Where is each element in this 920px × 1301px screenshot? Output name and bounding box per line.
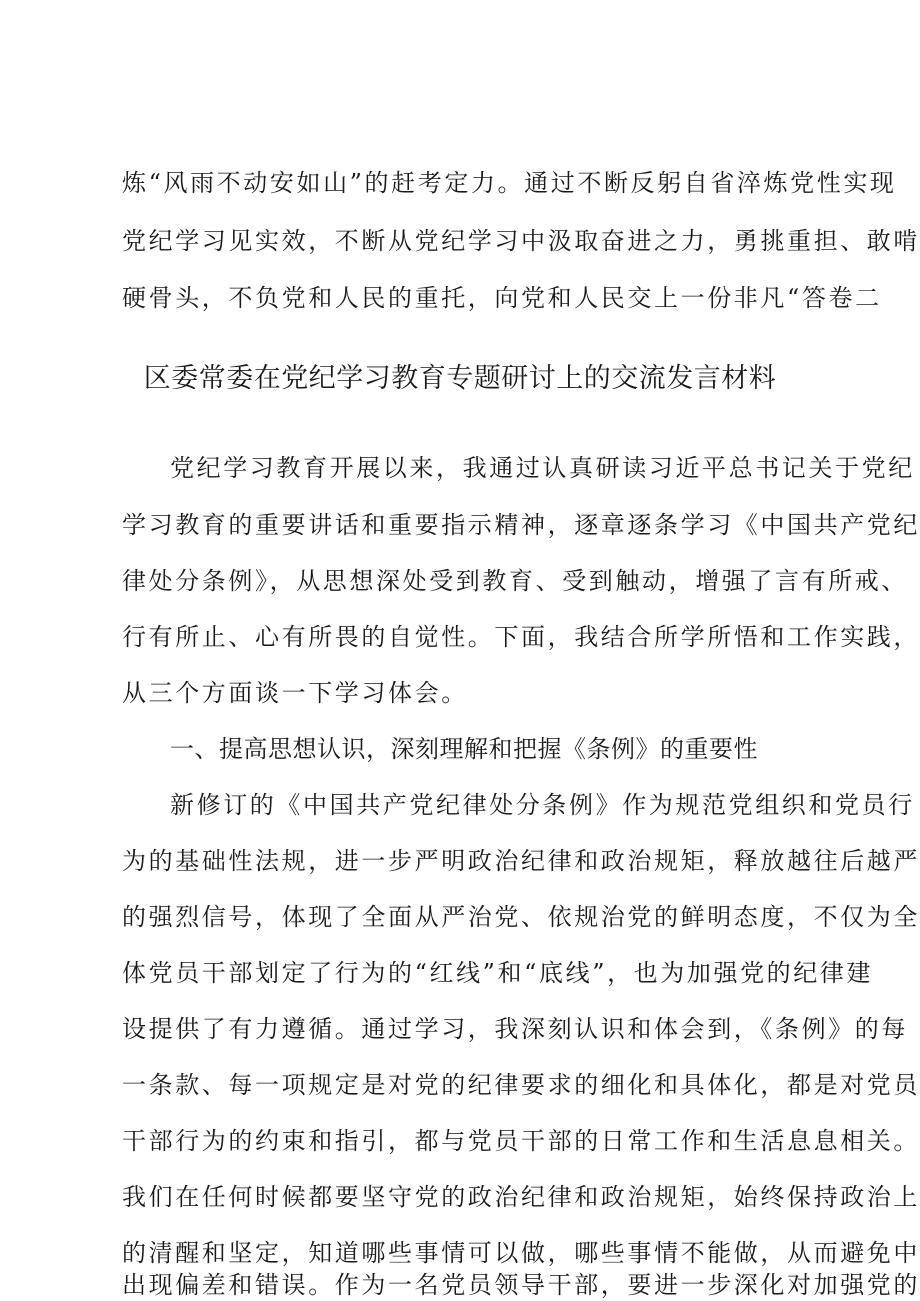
section-one-line-7: 干部行为的约束和指引，都与党员干部的日常工作和生活息息相关。 xyxy=(122,1127,920,1155)
section-one-line-1: 新修订的《中国共产党纪律处分条例》作为规范党组织和党员行 xyxy=(170,791,915,819)
top-paragraph-line-3: 硬骨头，不负党和人民的重托，向党和人民交上一份非凡“答卷二 xyxy=(122,284,882,312)
intro-paragraph-line-2: 学习教育的重要讲话和重要指示精神，逐章逐条学习《中国共产党纪 xyxy=(122,511,920,539)
section-one-line-3: 的强烈信号，体现了全面从严治党、依规治党的鲜明态度，不仅为全 xyxy=(122,903,920,931)
top-paragraph-line-1: 炼“风雨不动安如山”的赶考定力。通过不断反躬自省淬炼党性实现 xyxy=(122,169,897,197)
document-title: 区委常委在党纪学习教育专题研讨上的交流发言材料 xyxy=(143,363,777,394)
section-one-line-2: 为的基础性法规，进一步严明政治纪律和政治规矩，释放越往后越严 xyxy=(122,847,920,875)
section-one-line-6: 一条款、每一项规定是对党的纪律要求的细化和具体化，都是对党员 xyxy=(122,1071,920,1099)
section-one-heading: 一、提高思想认识，深刻理解和把握《条例》的重要性 xyxy=(170,735,758,763)
section-one-line-5: 设提供了有力遵循。通过学习，我深刻认识和体会到，《条例》的每 xyxy=(122,1015,908,1043)
section-one-line-8: 我们在任何时候都要坚守党的政治纪律和政治规矩，始终保持政治上 xyxy=(122,1183,920,1211)
top-paragraph-line-2: 党纪学习见实效，不断从党纪学习中汲取奋进之力，勇挑重担、敢啃 xyxy=(122,227,920,255)
intro-paragraph-line-5: 从三个方面谈一下学习体会。 xyxy=(122,679,468,707)
section-one-line-9: 的清醒和坚定，知道哪些事情可以做，哪些事情不能做，从而避免中 xyxy=(122,1239,920,1267)
intro-paragraph-line-3: 律处分条例》，从思想深处受到教育、受到触动，增强了言有所戒、 xyxy=(122,567,908,595)
intro-paragraph-line-4: 行有所止、心有所畏的自觉性。下面，我结合所学所悟和工作实践， xyxy=(122,623,920,651)
section-one-line-4: 体党员干部划定了行为的“红线”和“底线”，也为加强党的纪律建 xyxy=(122,959,874,987)
section-one-line-10: 出现偏差和错误。作为一名党员领导干部，要进一步深化对加强党的 xyxy=(122,1271,920,1299)
intro-paragraph-line-1: 党纪学习教育开展以来，我通过认真研读习近平总书记关于党纪 xyxy=(170,454,915,482)
